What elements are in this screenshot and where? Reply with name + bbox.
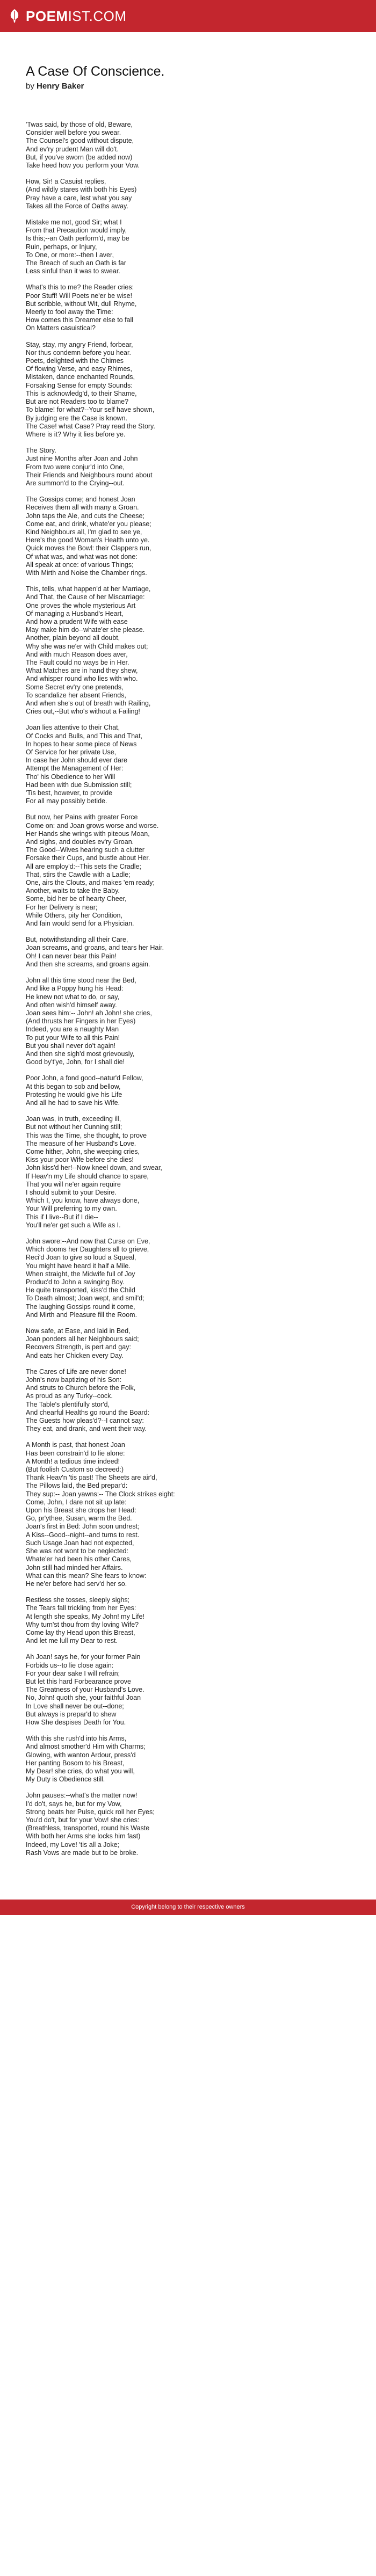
poem-stanza: Mistake me not, good Sir; what I From that Precaution would imply, Is this;--an Oath perform'd, may be Ruin, perhaps, or Injury, To One, or more:--then I aver, The Breach of such an Oath is far Less sinful than it was to swear. <box>26 219 129 275</box>
poem-stanza: But now, her Pains with greater Force Come on: and Joan grows worse and worse. Her Hands she wrings with piteous Moan, And sighs, and doubles ev'ry Groan. The Good--Wives hearing such a clutter Forsake their Cups, and bustle about Her. All are employ'd:--This sets the Cradle; That, stirs the Cawdle with a Ladle; One, airs the Clouts, and makes 'em ready; Another, waits to take the Baby. Some, bid her be of hearty Cheer, For her Delivery is near; While Others, pity her Condition, And fain would send for a Physician. <box>26 813 159 928</box>
poem-stanza: But, notwithstanding all their Care, Joan screams, and groans, and tears her Hair. Oh! I can never bear this Pain! And then she screams, and groans again. <box>26 936 164 968</box>
poem-stanza: Joan was, in truth, exceeding ill, But not without her Cunning still; This was the Time, she thought, to prove The measure of her Husband's Love. Come hither, John, she weeping cries, Kiss your poor Wife before she dies! John kiss'd her!--Now kneel down, and swear, If Heav'n my Life should chance to spare, That you will ne'er again require I should submit to your Desire. Which I, you know, have always done, Your Will preferring to my own. This if I live--But if I die-- You'll ne'er get such a Wife as I. <box>26 1115 162 1229</box>
logo-text-light: IST.COM <box>68 8 127 24</box>
site-footer <box>0 1900 376 1915</box>
poem-stanza: Poor John, a fond good--natur'd Fellow, At this began to sob and bellow, Protesting he would give his Life And all he had to save his Wife. <box>26 1074 143 1107</box>
poem-stanza: John pauses:--what's the matter now! I'd do't, says he, but for my Vow, Strong beats her Pulse, quick roll her Eyes; You'd do't, but for your Vow! she cries: (Breathless, transported, round his Waste With both her Arms she locks him fast) Indeed, my Love! 'tis all a Joke; Rash Vows are made but to be broke. <box>26 1792 155 1857</box>
poem-stanza: What's this to me? the Reader cries: Poor Stuff! Will Poets ne'er be wise! But scribble, without Wit, dull Rhyme, Meerly to fool away the Time: How comes this Dreamer else to fall On Matters casuistical? <box>26 283 137 332</box>
poem-title: A Case Of Conscience. <box>26 64 165 79</box>
poem-stanza: 'Twas said, by those of old, Beware, Consider well before you swear. The Counsel's good without dispute, And ev'ry prudent Man will do't. But, if you've sworn (be added now) Take heed how you perform your Vow. <box>26 121 140 170</box>
poem-stanza: Restless she tosses, sleeply sighs; The Tears fall trickling from her Eyes: At length she speaks, My John! my Life! Why turn'st thou from thy loving Wife? Come lay thy Head upon this Breast, And let me lull my Dear to rest. <box>26 1596 144 1645</box>
poem-stanza: The Gossips come; and honest Joan Receives them all with many a Groan. John taps the Ale, and cuts the Cheese; Come eat, and drink, whate'er you please; Kind Neighbours all, I'm glad to see ye, Here's the good Woman's Health unto ye. Quick moves the Bowl: their Clappers run, Of what was, and what was not done: All speak at once: of various Things; With Mirth and Noise the Chamber rings. <box>26 496 151 577</box>
site-logo-link[interactable] <box>9 8 127 25</box>
by-label: by <box>26 82 34 91</box>
logo-text-bold: POEM <box>26 8 68 24</box>
poem-stanza: The Story. Just nine Months after Joan and John From two were conjur'd into One, Their Friends and Neighbours round about Are summon'd to the Crying--out. <box>26 447 153 487</box>
poem-stanza: This, tells, what happen'd at her Marriage, And That, the Cause of her Miscarriage: One proves the whole mysterious Art Of managing a Husband's Heart, And how a prudent Wife with ease May make him do--whate'er she please. Another, plain beyond all doubt, Why she was ne'er with Child makes out; And with much Reason does aver, The Fault could no ways be in Her. What Matches are in hand they shew, And whisper round who lies with who. Some Secret ev'ry one pretends, To scandalize her absent Friends, And when she's out of breath with Railing, Cries out,--But who's without a Failing! <box>26 585 151 716</box>
copyright-text: Copyright belong to their respective owners <box>131 1904 245 1910</box>
poem-stanza: Ah Joan! says he, for your former Pain Forbids us--to lie close again: For your dear sake I will refrain; But let this hard Forbearance prove The Greatness of your Husband's Love. No, John! quoth she, your faithful Joan In Love shall never be out--done; But always is prepar'd to shew How She despises Death for You. <box>26 1653 144 1726</box>
poem-body <box>26 121 350 1857</box>
site-header <box>0 0 376 32</box>
poem-content <box>0 32 376 1887</box>
poem-stanza: How, Sir! a Casuist replies, (And wildly stares with both his Eyes) Pray have a care, lest what you say Takes all the Force of Oaths away. <box>26 178 137 210</box>
poem-stanza: A Month is past, that honest Joan Has been constrain'd to lie alone: A Month! a tedious time indeed! (But foolish Custom so decreed:) Thank Heav'n 'tis past! The Sheets are air'd, The Pillows laid, the Bed prepar'd: They sup:-- Joan yawns:-- The Clock strikes eight: Come, John, I dare not sit up late: Upon his Breast she drops her Head: Go, pr'ythee, Susan, warm the Bed. Joan's first in Bed: John soon undrest; A Kiss--Good--night--and turns to rest. Such Usage Joan had not expected, She was not wont to be neglected: Whate'er had been his other Cares, John still had minded her Affairs. What can this mean? She fears to know: He ne'er before had serv'd her so. <box>26 1441 175 1588</box>
poem-stanza: The Cares of Life are never done! John's now baptizing of his Son: And struts to Church before the Folk, As proud as any Turky--cock. The Table's plentifully stor'd, And chearful Healths go round the Board: The Guests how pleas'd?--I cannot say: They eat, and drank, and went their way. <box>26 1367 150 1433</box>
poem-stanza: John swore:--And now that Curse on Eve, Which dooms her Daughters all to grieve, Reci'd Joan to give so loud a Squeal, You might have heard it half a Mile. When straight, the Midwife full of Joy Produc'd to John a swinging Boy. He quite transported, kiss'd the Child To Death almost; Joan wept, and smil'd; The laughing Gossips round it come, And Mirth and Pleasure fill the Room. <box>26 1237 150 1319</box>
poem-stanza: Joan lies attentive to their Chat, Of Cocks and Bulls, and This and That, In hopes to hear some piece of News Of Service for her private Use, In case her John should ever dare Attempt the Management of Her: Tho' his Obedience to her Will Had been with due Submission still; 'Tis best, however, to provide For all may possibly betide. <box>26 724 143 805</box>
poem-stanza: With this she rush'd into his Arms, And almost smother'd Him with Charms; Glowing, with wanton Ardour, press'd Her panting Bosom to his Breast, My Dear! she cries, do what you will, My Duty is Obedience still. <box>26 1735 146 1784</box>
poem-byline <box>26 82 350 91</box>
poem-stanza: Now safe, at Ease, and laid in Bed, Joan ponders all her Neighbours said; Recovers Strength, is pert and gay: And eats her Chicken every Day. <box>26 1327 139 1359</box>
poem-stanza: Stay, stay, my angry Friend, forbear, Nor thus condemn before you hear. Poets, delighted with the Chimes Of flowing Verse, and easy Rhimes, Mistaken, dance enchanted Rounds, Forsaking Sense for empty Sounds: This is acknowledg'd, to their Shame, But are not Readers too to blame? To blame! for what?--Your self have shown, By judging ere the Case is known. The Case! what Case? Pray read the Story. Where is it? Why it lies before ye. <box>26 340 155 438</box>
poem-stanza: John all this time stood near the Bed, And like a Poppy hung his Head: He knew not what to do, or say, And often wish'd himself away. Joan sees him:-- John! ah John! she cries, (And thrusts her Fingers in her Eyes) Indeed, you are a naughty Man To put your Wife to all this Pain! But you shall never do't again! And then she sigh'd most grievously, Good by't'ye, John, for I shall die! <box>26 977 152 1066</box>
author-link[interactable]: Henry Baker <box>37 82 84 91</box>
quill-pen-icon <box>9 9 20 24</box>
